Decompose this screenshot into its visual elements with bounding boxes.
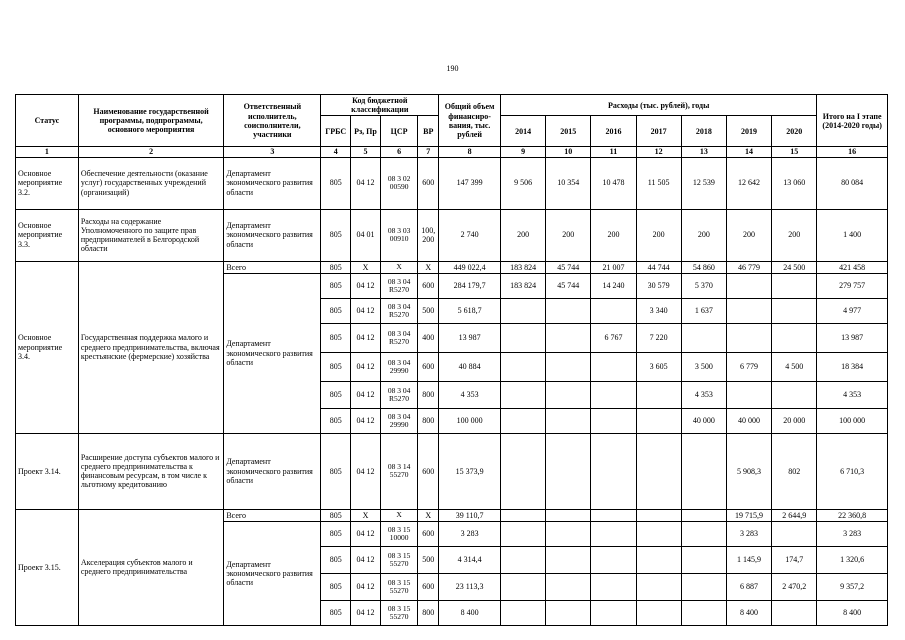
vr-cell: 500 bbox=[418, 546, 439, 573]
year-value-cell: 20 000 bbox=[772, 408, 817, 433]
column-number: 10 bbox=[546, 147, 591, 157]
total-cell: 13 987 bbox=[439, 323, 501, 352]
year-value-cell bbox=[636, 521, 681, 546]
year-value-cell bbox=[636, 546, 681, 573]
name-cell: Расходы на содержание Уполномоченного по защите прав предпринимателей в Белгородской области bbox=[78, 209, 224, 261]
vr-cell: 600 bbox=[418, 273, 439, 298]
stage-total-cell: 22 360,8 bbox=[817, 509, 888, 521]
csr-cell: 08 3 02 00590 bbox=[380, 157, 417, 209]
year-value-cell bbox=[636, 509, 681, 521]
csr-cell: 08 3 14 55270 bbox=[380, 433, 417, 509]
year-value-cell bbox=[726, 323, 771, 352]
total-cell: 40 884 bbox=[439, 352, 501, 381]
year-value-cell bbox=[500, 298, 545, 323]
year-value-cell bbox=[546, 521, 591, 546]
total-cell: 23 113,3 bbox=[439, 573, 501, 600]
year-value-cell: 5 908,3 bbox=[726, 433, 771, 509]
stage-total-cell: 80 084 bbox=[817, 157, 888, 209]
stage-total-cell: 100 000 bbox=[817, 408, 888, 433]
year-value-cell: 40 000 bbox=[681, 408, 726, 433]
header-grbs: ГРБС bbox=[321, 116, 351, 147]
year-value-cell bbox=[591, 352, 636, 381]
year-value-cell bbox=[500, 546, 545, 573]
rzpr-cell: 04 12 bbox=[351, 157, 381, 209]
rzpr-cell: 04 12 bbox=[351, 352, 381, 381]
year-value-cell bbox=[591, 600, 636, 625]
year-value-cell: 5 370 bbox=[681, 273, 726, 298]
column-number: 3 bbox=[224, 147, 321, 157]
csr-cell: 08 3 04 29990 bbox=[380, 352, 417, 381]
year-value-cell: 11 505 bbox=[636, 157, 681, 209]
total-cell: 8 400 bbox=[439, 600, 501, 625]
grbs-cell: 805 bbox=[321, 521, 351, 546]
year-value-cell: 54 860 bbox=[681, 261, 726, 273]
year-value-cell bbox=[772, 323, 817, 352]
column-number: 15 bbox=[772, 147, 817, 157]
header-year: 2020 bbox=[772, 116, 817, 147]
table-row bbox=[16, 433, 888, 509]
year-value-cell bbox=[681, 546, 726, 573]
vr-cell: X bbox=[418, 261, 439, 273]
total-cell: 3 283 bbox=[439, 521, 501, 546]
year-value-cell: 21 007 bbox=[591, 261, 636, 273]
csr-cell: X bbox=[380, 261, 417, 273]
rzpr-cell: 04 12 bbox=[351, 546, 381, 573]
year-value-cell: 8 400 bbox=[726, 600, 771, 625]
vr-cell: 800 bbox=[418, 600, 439, 625]
total-cell: 449 022,4 bbox=[439, 261, 501, 273]
year-value-cell bbox=[591, 298, 636, 323]
year-value-cell: 200 bbox=[546, 209, 591, 261]
column-number: 4 bbox=[321, 147, 351, 157]
year-value-cell: 4 353 bbox=[681, 381, 726, 408]
status-cell: Проект 3.14. bbox=[16, 433, 79, 509]
rzpr-cell: X bbox=[351, 509, 381, 521]
year-value-cell: 6 779 bbox=[726, 352, 771, 381]
name-cell: Акселерация субъектов малого и среднего предпринимательства bbox=[78, 509, 224, 625]
header-total: Общий объем финансиро-вания, тыс. рублей bbox=[439, 95, 501, 147]
status-cell: Проект 3.15. bbox=[16, 509, 79, 625]
responsible-cell: Департамент экономического развития области bbox=[224, 433, 321, 509]
grbs-cell: 805 bbox=[321, 298, 351, 323]
header-stage-total: Итого на I этапе (2014-2020 годы) bbox=[817, 95, 888, 147]
year-value-cell bbox=[500, 352, 545, 381]
column-number: 9 bbox=[500, 147, 545, 157]
header-year: 2017 bbox=[636, 116, 681, 147]
stage-total-cell: 9 357,2 bbox=[817, 573, 888, 600]
grbs-cell: 805 bbox=[321, 157, 351, 209]
column-number: 8 bbox=[439, 147, 501, 157]
grbs-cell: 805 bbox=[321, 546, 351, 573]
year-value-cell bbox=[500, 408, 545, 433]
table-row bbox=[16, 157, 888, 209]
table-row bbox=[16, 209, 888, 261]
table-row bbox=[16, 509, 888, 521]
year-value-cell bbox=[591, 408, 636, 433]
stage-total-cell: 8 400 bbox=[817, 600, 888, 625]
grbs-cell: 805 bbox=[321, 352, 351, 381]
header-year: 2015 bbox=[546, 116, 591, 147]
year-value-cell: 200 bbox=[636, 209, 681, 261]
stage-total-cell: 421 458 bbox=[817, 261, 888, 273]
year-value-cell bbox=[772, 273, 817, 298]
status-cell: Основное мероприятие 3.4. bbox=[16, 261, 79, 433]
responsible-total-cell: Всего bbox=[224, 261, 321, 273]
column-number: 12 bbox=[636, 147, 681, 157]
year-value-cell bbox=[546, 408, 591, 433]
year-value-cell: 10 354 bbox=[546, 157, 591, 209]
header-year: 2018 bbox=[681, 116, 726, 147]
column-number: 11 bbox=[591, 147, 636, 157]
year-value-cell: 3 340 bbox=[636, 298, 681, 323]
year-value-cell bbox=[591, 433, 636, 509]
year-value-cell bbox=[546, 573, 591, 600]
vr-cell: 500 bbox=[418, 298, 439, 323]
header-budget-code: Код бюджетной классификации bbox=[321, 95, 439, 116]
responsible-cell: Департамент экономического развития области bbox=[224, 209, 321, 261]
vr-cell: 800 bbox=[418, 381, 439, 408]
year-value-cell: 200 bbox=[681, 209, 726, 261]
rzpr-cell: 04 12 bbox=[351, 573, 381, 600]
header-year: 2019 bbox=[726, 116, 771, 147]
column-number: 1 bbox=[16, 147, 79, 157]
rzpr-cell: 04 12 bbox=[351, 521, 381, 546]
year-value-cell: 10 478 bbox=[591, 157, 636, 209]
budget-table bbox=[15, 94, 888, 626]
year-value-cell bbox=[546, 600, 591, 625]
responsible-cell: Департамент экономического развития области bbox=[224, 521, 321, 625]
stage-total-cell: 1 320,6 bbox=[817, 546, 888, 573]
csr-cell: 08 3 15 55270 bbox=[380, 600, 417, 625]
total-cell: 147 399 bbox=[439, 157, 501, 209]
year-value-cell: 3 605 bbox=[636, 352, 681, 381]
year-value-cell bbox=[636, 600, 681, 625]
header-responsible: Ответственный исполнитель, соисполнители, участники bbox=[224, 95, 321, 147]
year-value-cell: 3 283 bbox=[726, 521, 771, 546]
csr-cell: 08 3 15 55270 bbox=[380, 573, 417, 600]
total-cell: 5 618,7 bbox=[439, 298, 501, 323]
year-value-cell bbox=[500, 573, 545, 600]
year-value-cell bbox=[500, 509, 545, 521]
grbs-cell: 805 bbox=[321, 509, 351, 521]
csr-cell: 08 3 15 10000 bbox=[380, 521, 417, 546]
year-value-cell bbox=[681, 573, 726, 600]
grbs-cell: 805 bbox=[321, 209, 351, 261]
year-value-cell bbox=[636, 433, 681, 509]
year-value-cell: 2 644,9 bbox=[772, 509, 817, 521]
column-number: 7 bbox=[418, 147, 439, 157]
grbs-cell: 805 bbox=[321, 600, 351, 625]
year-value-cell: 12 539 bbox=[681, 157, 726, 209]
year-value-cell: 13 060 bbox=[772, 157, 817, 209]
year-value-cell bbox=[681, 509, 726, 521]
year-value-cell bbox=[591, 521, 636, 546]
name-cell: Обеспечение деятельности (оказание услуг) государственных учреждений (организаций) bbox=[78, 157, 224, 209]
vr-cell: 600 bbox=[418, 352, 439, 381]
column-number: 5 bbox=[351, 147, 381, 157]
year-value-cell bbox=[546, 433, 591, 509]
total-cell: 39 110,7 bbox=[439, 509, 501, 521]
stage-total-cell: 6 710,3 bbox=[817, 433, 888, 509]
rzpr-cell: 04 12 bbox=[351, 433, 381, 509]
year-value-cell bbox=[500, 381, 545, 408]
year-value-cell: 200 bbox=[726, 209, 771, 261]
rzpr-cell: 04 01 bbox=[351, 209, 381, 261]
year-value-cell bbox=[591, 573, 636, 600]
year-value-cell bbox=[681, 600, 726, 625]
stage-total-cell: 4 353 bbox=[817, 381, 888, 408]
header-rzpr: Рз, Пр bbox=[351, 116, 381, 147]
year-value-cell: 12 642 bbox=[726, 157, 771, 209]
stage-total-cell: 3 283 bbox=[817, 521, 888, 546]
year-value-cell bbox=[636, 381, 681, 408]
year-value-cell: 40 000 bbox=[726, 408, 771, 433]
column-number: 14 bbox=[726, 147, 771, 157]
header-year: 2016 bbox=[591, 116, 636, 147]
csr-cell: 08 3 03 00910 bbox=[380, 209, 417, 261]
header-csr: ЦСР bbox=[380, 116, 417, 147]
year-value-cell: 802 bbox=[772, 433, 817, 509]
year-value-cell: 2 470,2 bbox=[772, 573, 817, 600]
vr-cell: X bbox=[418, 509, 439, 521]
year-value-cell bbox=[500, 521, 545, 546]
page-number: 190 bbox=[446, 64, 459, 73]
csr-cell: 08 3 04 R5270 bbox=[380, 323, 417, 352]
total-cell: 15 373,9 bbox=[439, 433, 501, 509]
total-cell: 2 740 bbox=[439, 209, 501, 261]
grbs-cell: 805 bbox=[321, 273, 351, 298]
year-value-cell bbox=[500, 600, 545, 625]
year-value-cell: 6 887 bbox=[726, 573, 771, 600]
rzpr-cell: 04 12 bbox=[351, 381, 381, 408]
year-value-cell: 4 500 bbox=[772, 352, 817, 381]
year-value-cell: 9 506 bbox=[500, 157, 545, 209]
rzpr-cell: X bbox=[351, 261, 381, 273]
year-value-cell bbox=[546, 352, 591, 381]
year-value-cell: 7 220 bbox=[636, 323, 681, 352]
status-cell: Основное мероприятие 3.2. bbox=[16, 157, 79, 209]
vr-cell: 600 bbox=[418, 573, 439, 600]
name-cell: Расширение доступа субъектов малого и среднего предпринимательства к финансовым ресурсам, в том числе к льготному кредитованию bbox=[78, 433, 224, 509]
year-value-cell: 1 637 bbox=[681, 298, 726, 323]
year-value-cell bbox=[546, 323, 591, 352]
column-number: 2 bbox=[78, 147, 224, 157]
stage-total-cell: 279 757 bbox=[817, 273, 888, 298]
grbs-cell: 805 bbox=[321, 408, 351, 433]
stage-total-cell: 13 987 bbox=[817, 323, 888, 352]
column-number: 13 bbox=[681, 147, 726, 157]
year-value-cell: 200 bbox=[591, 209, 636, 261]
year-value-cell: 46 779 bbox=[726, 261, 771, 273]
grbs-cell: 805 bbox=[321, 381, 351, 408]
year-value-cell bbox=[500, 433, 545, 509]
year-value-cell bbox=[726, 298, 771, 323]
year-value-cell bbox=[546, 298, 591, 323]
year-value-cell bbox=[726, 381, 771, 408]
table-row bbox=[16, 261, 888, 273]
csr-cell: 08 3 15 55270 bbox=[380, 546, 417, 573]
rzpr-cell: 04 12 bbox=[351, 600, 381, 625]
year-value-cell bbox=[636, 408, 681, 433]
grbs-cell: 805 bbox=[321, 573, 351, 600]
grbs-cell: 805 bbox=[321, 323, 351, 352]
stage-total-cell: 1 400 bbox=[817, 209, 888, 261]
year-value-cell bbox=[500, 323, 545, 352]
year-value-cell bbox=[772, 298, 817, 323]
total-cell: 4 314,4 bbox=[439, 546, 501, 573]
grbs-cell: 805 bbox=[321, 261, 351, 273]
year-value-cell bbox=[546, 546, 591, 573]
year-value-cell: 6 767 bbox=[591, 323, 636, 352]
vr-cell: 400 bbox=[418, 323, 439, 352]
total-cell: 284 179,7 bbox=[439, 273, 501, 298]
year-value-cell: 200 bbox=[500, 209, 545, 261]
year-value-cell bbox=[546, 509, 591, 521]
year-value-cell bbox=[772, 381, 817, 408]
year-value-cell: 14 240 bbox=[591, 273, 636, 298]
rzpr-cell: 04 12 bbox=[351, 273, 381, 298]
year-value-cell: 45 744 bbox=[546, 273, 591, 298]
stage-total-cell: 4 977 bbox=[817, 298, 888, 323]
responsible-cell: Департамент экономического развития области bbox=[224, 157, 321, 209]
header-expenses: Расходы (тыс. рублей), годы bbox=[500, 95, 816, 116]
csr-cell: X bbox=[380, 509, 417, 521]
total-cell: 4 353 bbox=[439, 381, 501, 408]
vr-cell: 600 bbox=[418, 521, 439, 546]
year-value-cell bbox=[772, 600, 817, 625]
status-cell: Основное мероприятие 3.3. bbox=[16, 209, 79, 261]
header-year: 2014 bbox=[500, 116, 545, 147]
csr-cell: 08 3 04 29990 bbox=[380, 408, 417, 433]
rzpr-cell: 04 12 bbox=[351, 298, 381, 323]
csr-cell: 08 3 04 R5270 bbox=[380, 273, 417, 298]
responsible-cell: Департамент экономического развития области bbox=[224, 273, 321, 433]
total-cell: 100 000 bbox=[439, 408, 501, 433]
csr-cell: 08 3 04 R5270 bbox=[380, 381, 417, 408]
vr-cell: 600 bbox=[418, 157, 439, 209]
year-value-cell bbox=[726, 273, 771, 298]
column-number: 16 bbox=[817, 147, 888, 157]
name-cell: Государственная поддержка малого и среднего предпринимательства, включая крестьянские (фермерские) хозяйства bbox=[78, 261, 224, 433]
year-value-cell bbox=[546, 381, 591, 408]
grbs-cell: 805 bbox=[321, 433, 351, 509]
year-value-cell bbox=[681, 433, 726, 509]
header-status: Статус bbox=[16, 95, 79, 147]
year-value-cell bbox=[591, 509, 636, 521]
rzpr-cell: 04 12 bbox=[351, 323, 381, 352]
year-value-cell: 45 744 bbox=[546, 261, 591, 273]
year-value-cell: 44 744 bbox=[636, 261, 681, 273]
year-value-cell: 3 500 bbox=[681, 352, 726, 381]
year-value-cell bbox=[681, 323, 726, 352]
year-value-cell: 24 500 bbox=[772, 261, 817, 273]
year-value-cell: 1 145,9 bbox=[726, 546, 771, 573]
year-value-cell bbox=[591, 381, 636, 408]
header-name: Наименование государственной программы, подпрограммы, основного мероприятия bbox=[78, 95, 224, 147]
vr-cell: 600 bbox=[418, 433, 439, 509]
csr-cell: 08 3 04 R5270 bbox=[380, 298, 417, 323]
stage-total-cell: 18 384 bbox=[817, 352, 888, 381]
responsible-total-cell: Всего bbox=[224, 509, 321, 521]
year-value-cell: 183 824 bbox=[500, 273, 545, 298]
column-number: 6 bbox=[380, 147, 417, 157]
rzpr-cell: 04 12 bbox=[351, 408, 381, 433]
year-value-cell: 19 715,9 bbox=[726, 509, 771, 521]
year-value-cell bbox=[591, 546, 636, 573]
year-value-cell: 174,7 bbox=[772, 546, 817, 573]
year-value-cell bbox=[636, 573, 681, 600]
year-value-cell: 183 824 bbox=[500, 261, 545, 273]
vr-cell: 100, 200 bbox=[418, 209, 439, 261]
year-value-cell: 200 bbox=[772, 209, 817, 261]
year-value-cell bbox=[772, 521, 817, 546]
year-value-cell: 30 579 bbox=[636, 273, 681, 298]
year-value-cell bbox=[681, 521, 726, 546]
vr-cell: 800 bbox=[418, 408, 439, 433]
header-vr: ВР bbox=[418, 116, 439, 147]
